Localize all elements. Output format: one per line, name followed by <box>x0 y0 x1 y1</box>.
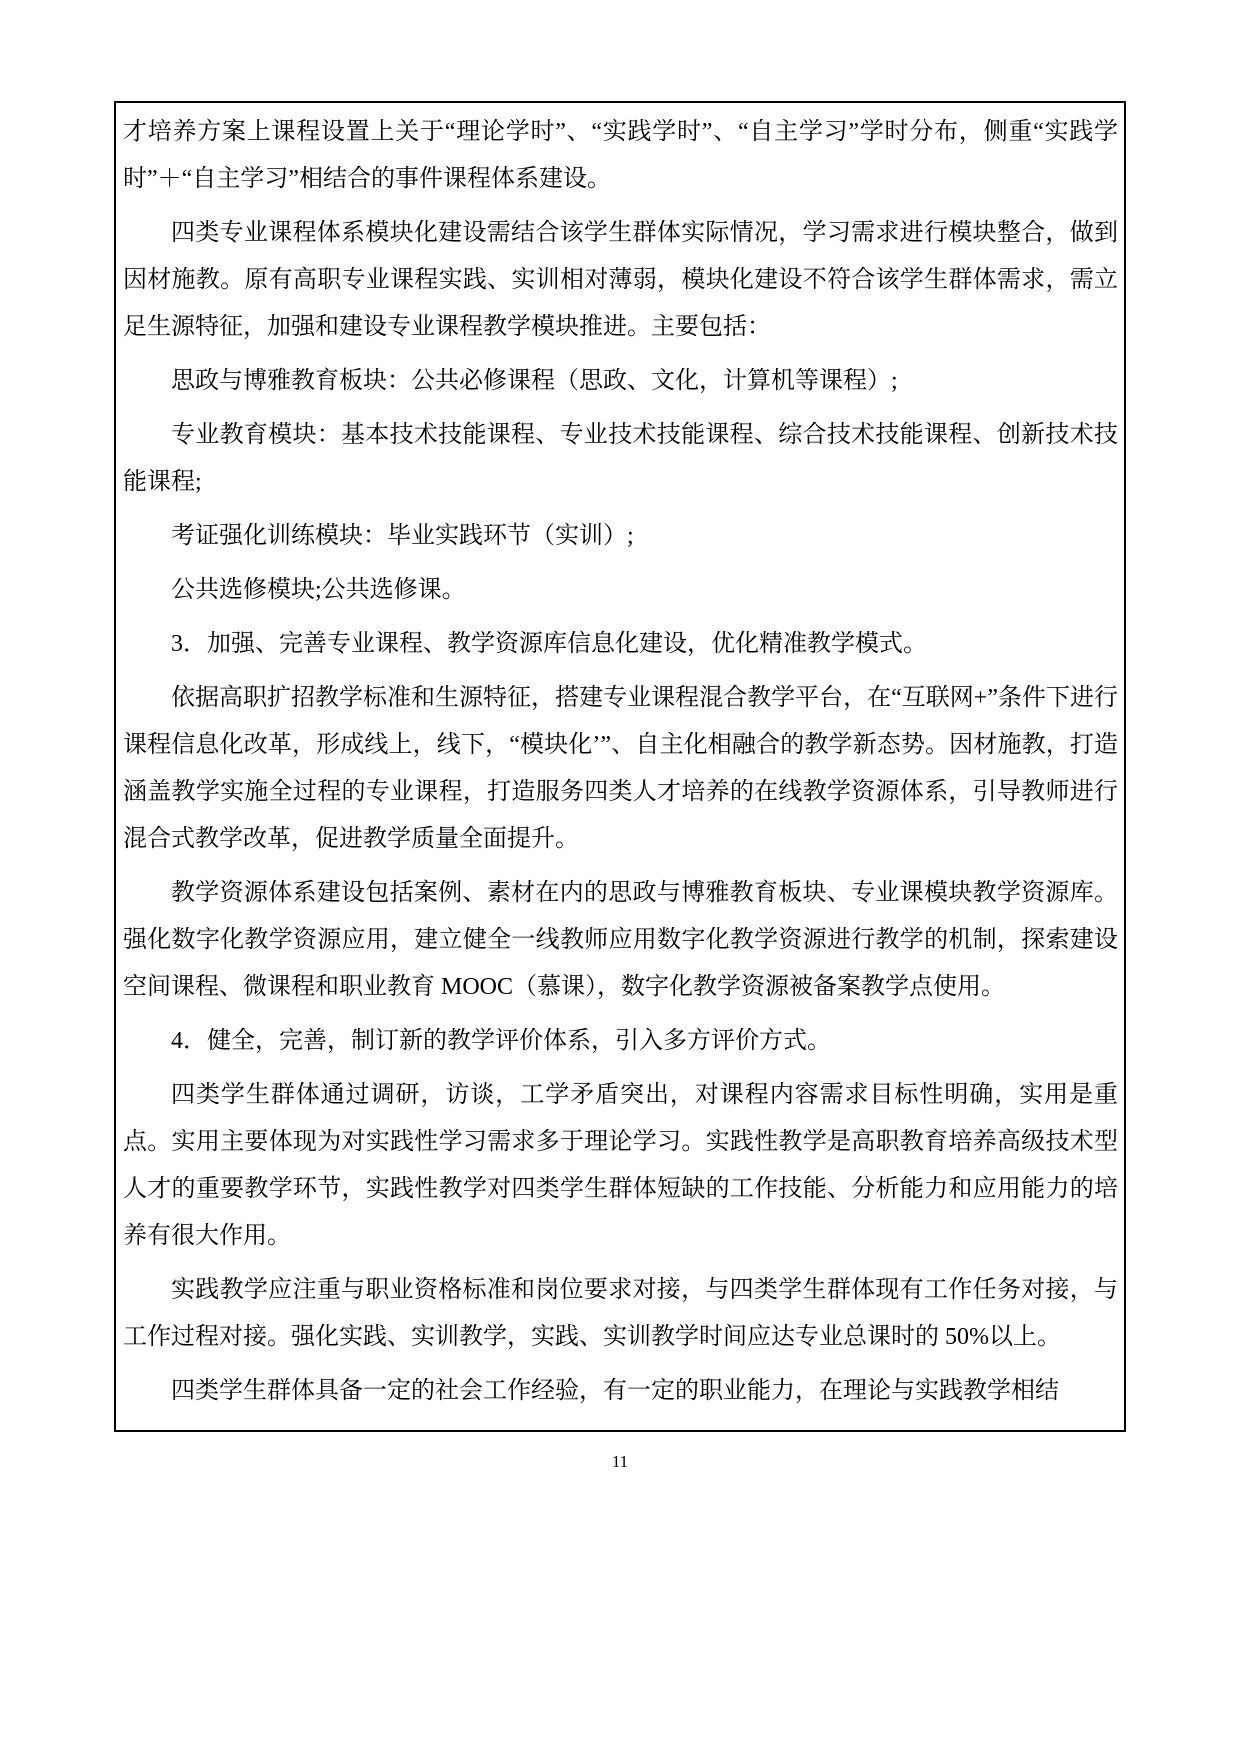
table-cell-border <box>114 101 1126 1432</box>
paragraph: 思政与博雅教育板块：公共必修课程（思政、文化，计算机等课程）; <box>171 368 898 394</box>
paragraph: 专业教育模块：基本技术技能课程、专业技术技能课程、综合技术技能课程、创新技术技能课程; <box>123 422 1118 495</box>
page-number: 11 <box>611 1452 629 1471</box>
paragraph: 才培养方案上课程设置上关于“理论学时”、“实践学时”、“自主学习”学时分布，侧重“实践学时”＋“自主学习”相结合的事件课程体系建设。 <box>123 119 1118 192</box>
paragraph: 考证强化训练模块：毕业实践环节（实训）; <box>171 523 634 549</box>
paragraph: 四类专业课程体系模块化建设需结合该学生群体实际情况，学习需求进行模块整合，做到因材施教。原有高职专业课程实践、实训相对薄弱，模块化建设不符合该学生群体需求，需立足生源特征，加强和建设专业课程教学模块推进。主要包括： <box>123 220 1118 340</box>
paragraph: 教学资源体系建设包括案例、素材在内的思政与博雅教育板块、专业课模块教学资源库。强化数字化教学资源应用，建立健全一线教师应用数字化教学资源进行教学的机制，探索建设空间课程、微课程和职业教育 MOOC（慕课），数字化教学资源被备案教学点使用。 <box>123 880 1118 1000</box>
paragraph: 依据高职扩招教学标准和生源特征，搭建专业课程混合教学平台，在“互联网+”条件下进行课程信息化改革，形成线上，线下，“模块化’”、自主化相融合的教学新态势。因材施教，打造涵盖教学实施全过程的专业课程，打造服务四类人才培养的在线教学资源体系，引导教师进行混合式教学改革，促进教学质量全面提升。 <box>123 685 1118 852</box>
paragraph: 公共选修模块;公共选修课。 <box>171 577 466 603</box>
paragraph: 四类学生群体通过调研，访谈，工学矛盾突出，对课程内容需求目标性明确，实用是重点。实用主要体现为对实践性学习需求多于理论学习。实践性教学是高职教育培养高级技术型人才的重要教学环节，实践性教学对四类学生群体短缺的工作技能、分析能力和应用能力的培养有很大作用。 <box>123 1082 1118 1249</box>
paragraph: 四类学生群体具备一定的社会工作经验，有一定的职业能力，在理论与实践教学相结 <box>171 1378 1059 1404</box>
paragraph: 实践教学应注重与职业资格标准和岗位要求对接，与四类学生群体现有工作任务对接，与工作过程对接。强化实践、实训教学，实践、实训教学时间应达专业总课时的 50%以上。 <box>123 1277 1118 1350</box>
paragraph: 3．加强、完善专业课程、教学资源库信息化建设，优化精准教学模式。 <box>171 631 927 657</box>
paragraph: 4．健全，完善，制订新的教学评价体系，引入多方评价方式。 <box>171 1028 831 1054</box>
